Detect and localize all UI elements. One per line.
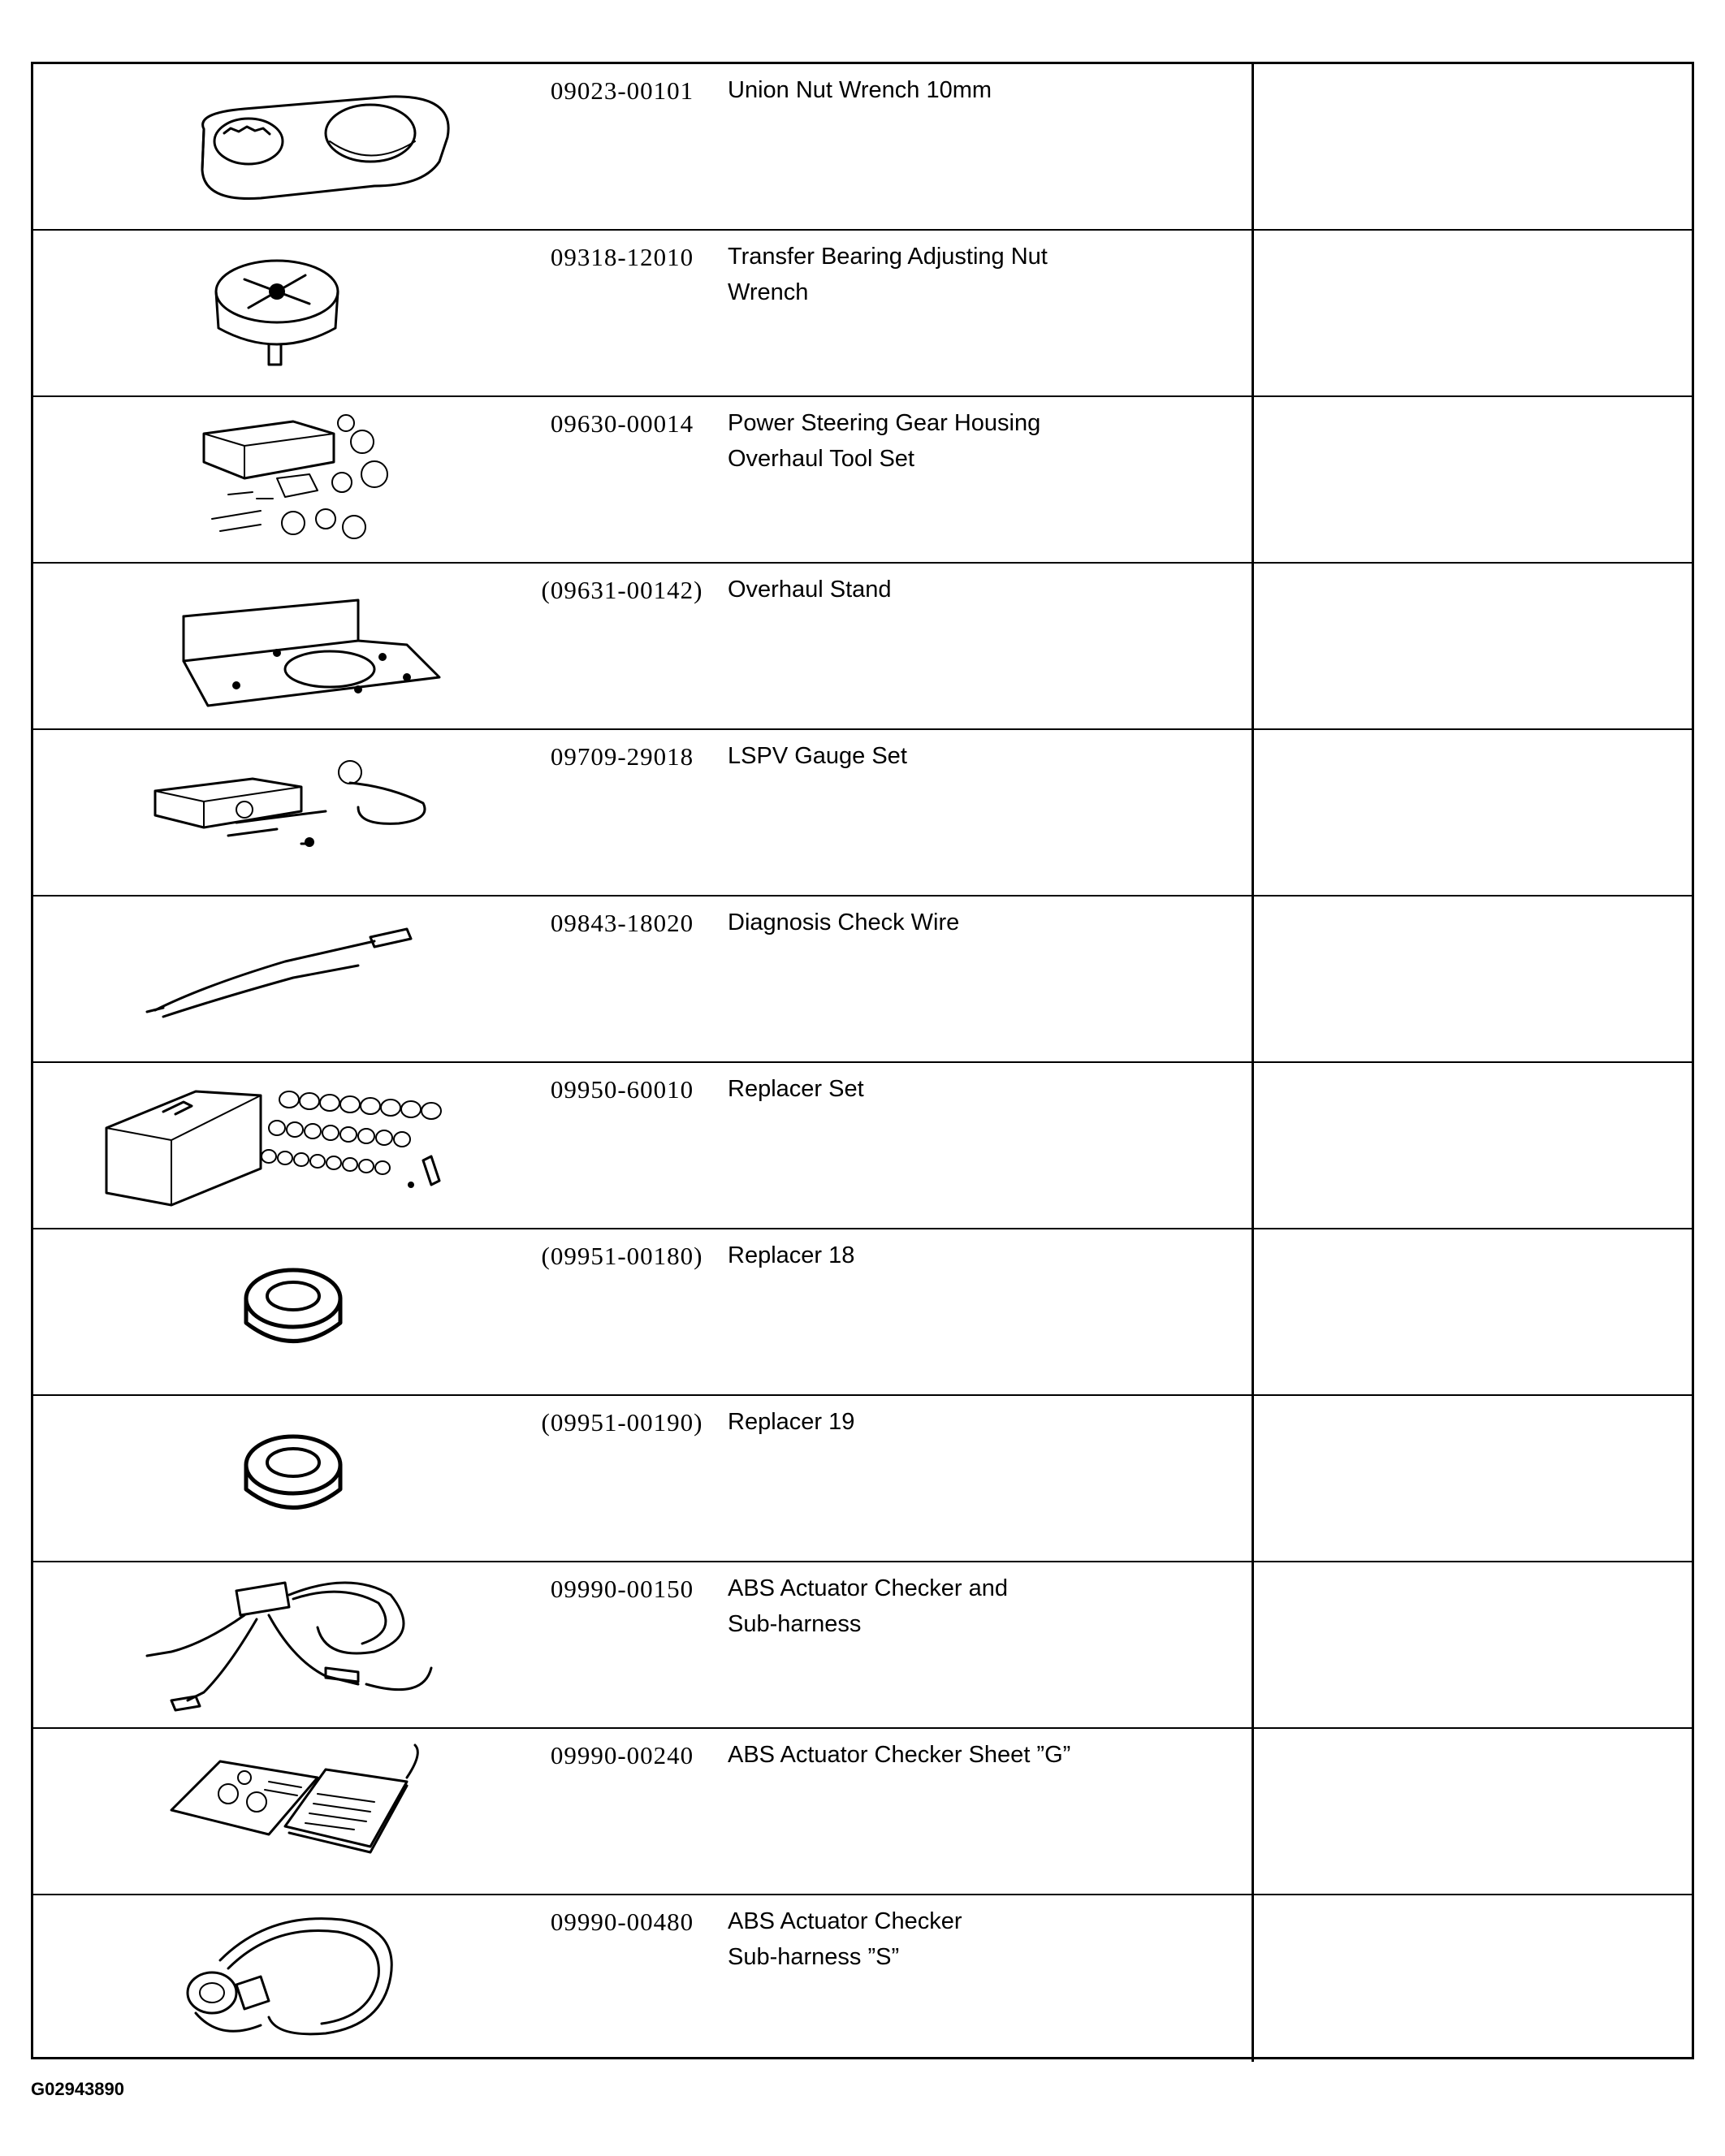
part-number: 09843-18020 [550, 909, 694, 937]
gauge-set-illustration [82, 730, 504, 897]
part-number: (09951-00180) [541, 1242, 703, 1270]
special-tools-table [31, 62, 1694, 2059]
tool-row [33, 897, 1692, 1063]
sub-harness-illustration [82, 1895, 504, 2062]
replacer-ring-illustration [82, 1229, 504, 1396]
tool-description: Diagnosis Check Wire [728, 909, 960, 935]
tool-row [33, 64, 1692, 231]
figure-code: G02943890 [31, 2079, 124, 2099]
overhaul-stand-illustration [82, 564, 504, 730]
part-number: 09023-00101 [550, 76, 694, 105]
tool-row [33, 231, 1692, 397]
tool-description: Transfer Bearing Adjusting Nut Wrench [728, 244, 1048, 305]
tool-illustration-cell [33, 1396, 1252, 1561]
replacer-ring-illustration [82, 1396, 504, 1562]
notes-cell [1254, 730, 1692, 895]
tool-illustration-cell [33, 1562, 1252, 1727]
tool-illustration-cell [33, 231, 1252, 395]
notes-cell [1254, 1063, 1692, 1228]
adjusting-nut-wrench-illustration [82, 231, 504, 397]
part-number: 09950-60010 [550, 1075, 694, 1104]
tool-illustration-cell [33, 564, 1252, 728]
tool-description: LSPV Gauge Set [728, 743, 907, 769]
notes-cell [1254, 1562, 1692, 1727]
tool-row [33, 1229, 1692, 1396]
tool-description: Overhaul Stand [728, 577, 892, 603]
notes-cell [1254, 1895, 1692, 2062]
tool-description: ABS Actuator Checker Sheet ”G” [728, 1742, 1071, 1768]
tool-description: Replacer Set [728, 1076, 864, 1102]
tool-illustration-cell [33, 730, 1252, 895]
notes-cell [1254, 564, 1692, 728]
checker-harness-illustration [82, 1562, 504, 1729]
tool-illustration-cell [33, 1895, 1252, 2062]
tool-row [33, 1562, 1692, 1729]
tool-description: Replacer 19 [728, 1409, 855, 1435]
tool-illustration-cell [33, 1729, 1252, 1894]
tool-row [33, 1396, 1692, 1562]
tool-row [33, 1895, 1692, 2062]
tool-row [33, 1063, 1692, 1229]
tool-illustration-cell [33, 397, 1252, 562]
tool-illustration-cell [33, 64, 1252, 229]
tool-illustration-cell [33, 1229, 1252, 1394]
tool-row [33, 564, 1692, 730]
notes-cell [1254, 397, 1692, 562]
checker-sheet-illustration [82, 1729, 504, 1895]
part-number: 09990-00480 [550, 1908, 694, 1936]
tool-description: ABS Actuator Checker Sub-harness ”S” [728, 1908, 962, 1970]
notes-cell [1254, 231, 1692, 395]
part-number: (09951-00190) [541, 1408, 703, 1437]
tool-description: Replacer 18 [728, 1242, 855, 1268]
part-number: 09709-29018 [550, 742, 694, 771]
tool-row [33, 1729, 1692, 1895]
part-number: 09630-00014 [550, 409, 694, 438]
notes-cell [1254, 1729, 1692, 1894]
tool-row [33, 730, 1692, 897]
tool-description: Union Nut Wrench 10mm [728, 77, 992, 103]
notes-cell [1254, 1229, 1692, 1394]
tool-row [33, 397, 1692, 564]
notes-cell [1254, 64, 1692, 229]
tool-description: Power Steering Gear Housing Overhaul Tool Set [728, 410, 1041, 472]
tool-illustration-cell [33, 1063, 1252, 1228]
tool-description: ABS Actuator Checker and Sub-harness [728, 1575, 1008, 1637]
part-number: 09990-00150 [550, 1575, 694, 1603]
notes-cell [1254, 1396, 1692, 1561]
part-number: 09318-12010 [550, 243, 694, 271]
check-wire-illustration [82, 897, 504, 1063]
replacer-set-illustration [82, 1063, 504, 1229]
part-number: (09631-00142) [541, 576, 703, 604]
tool-set-illustration [82, 397, 504, 564]
notes-cell [1254, 897, 1692, 1061]
union-nut-wrench-illustration [82, 64, 504, 231]
part-number: 09990-00240 [550, 1741, 694, 1769]
tool-illustration-cell [33, 897, 1252, 1061]
